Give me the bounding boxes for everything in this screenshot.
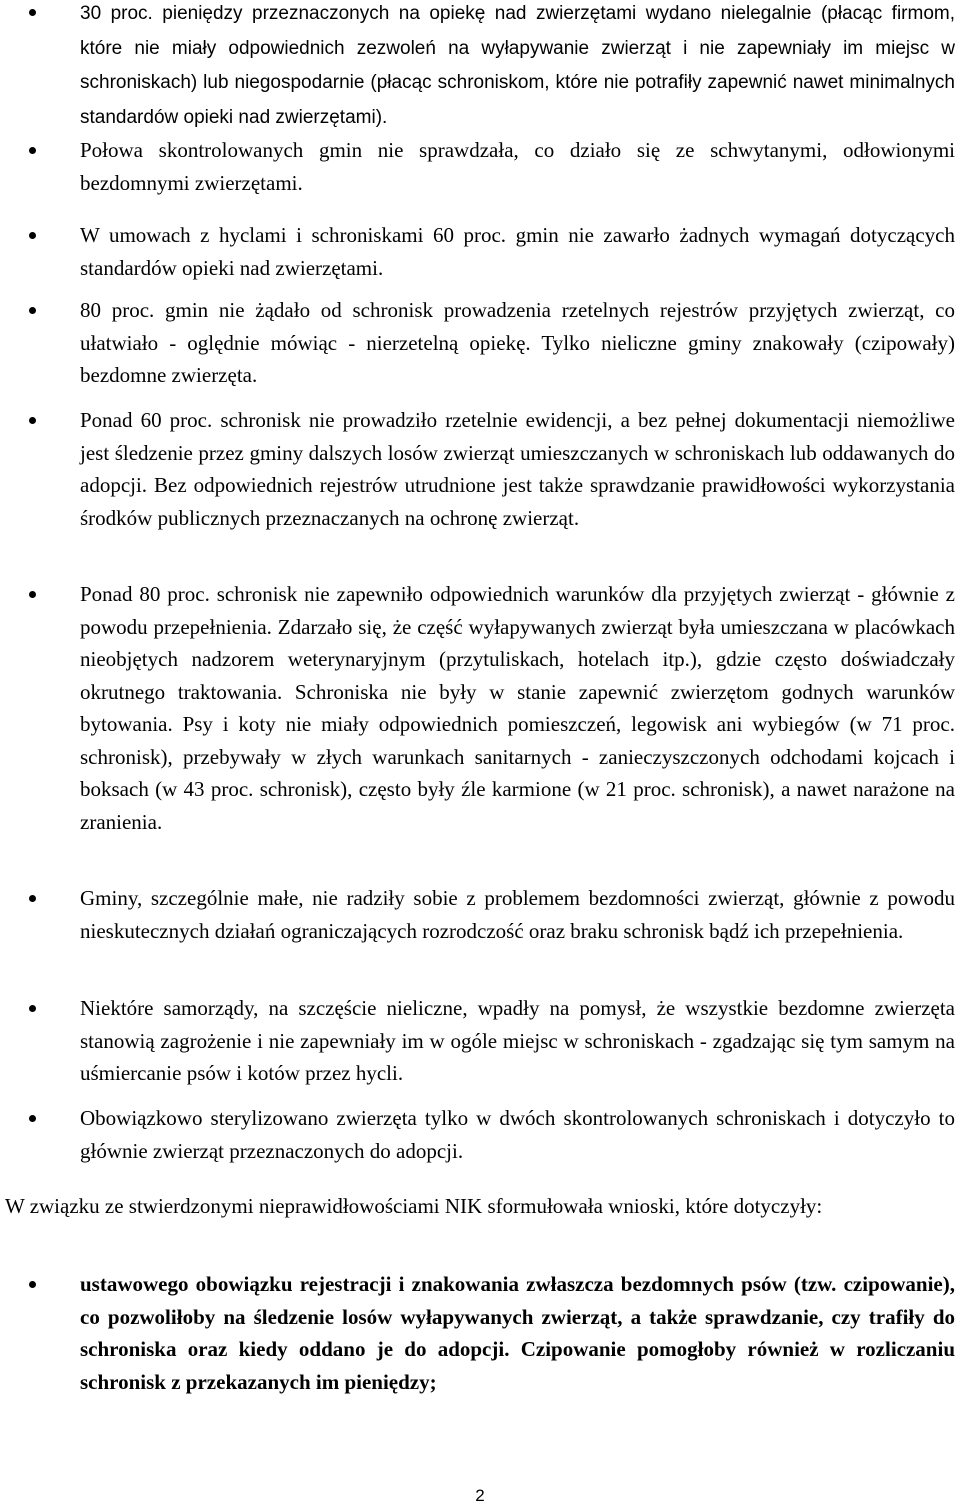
list-item — [0, 578, 960, 870]
list-item-text: 30 proc. pieniędzy przeznaczonych na opiekę nad zwierzętami wydano nielegalnie (płacąc firmom, które nie miały odpowiednich zezwoleń na wyłapywanie zwierząt i nie zapewniały im miejsc w schroniskach) lub niegospodarnie (płacąc schroniskom, które nie potrafiły zapewnić nawet minimalnych standardów opieki nad zwierzętami). — [80, 3, 955, 128]
list-item — [0, 134, 960, 209]
list-item-text: ustawowego obowiązku rejestracji i znakowania zwłaszcza bezdomnych psów (tzw. czipowanie), co pozwoliłoby na śledzenie losów wyłapywanych zwierząt, a także sprawdzanie, czy trafiły do schroniska oraz kiedy oddano je do adopcji. Czipowanie pomogłoby również w rozliczaniu schronisk z przekazanych im pieniędzy; — [80, 1272, 955, 1394]
list-item-text: Obowiązkowo sterylizowano zwierzęta tylko w dwóch skontrolowanych schroniskach i dotyczyło to głównie zwierząt przeznaczonych do adopcji. — [80, 1106, 955, 1163]
list-item-text: Gminy, szczególnie małe, nie radziły sobie z problemem bezdomności zwierząt, głównie z powodu nieskutecznych działań ograniczających rozrodczość oraz braku schronisk bądź ich przepełnienia. — [80, 886, 955, 943]
list-item-text: Ponad 80 proc. schronisk nie zapewniło odpowiednich warunków dla przyjętych zwierząt - głównie z powodu przepełnienia. Zdarzało się, że część wyłapywanych zwierząt była umieszczana w placówkach nieobjętych nadzorem weterynaryjnym (przytuliskach, hotelach itp.), gdzie często doświadczały okrutnego traktowania. Schroniska nie były w stanie zapewnić zwierzętom godnych warunków bytowania. Psy i koty nie miały odpowiednich pomieszczeń, legowisk ani wybiegów (w 71 proc. schronisk), przebywały w złych warunkach sanitarnych - zanieczyszczonych odchodami kojcach i boksach (w 43 proc. schronisk), często były źle karmione (w 21 proc. schronisk), a nawet narażone na zranienia. — [80, 582, 955, 834]
list-item — [0, 882, 960, 980]
list-item — [0, 1102, 960, 1167]
conclusions-intro: W związku ze stwierdzonymi nieprawidłowościami NIK sformułowała wnioski, które dotyczyły: — [5, 1194, 823, 1218]
page-number: 2 — [475, 1486, 485, 1505]
list-item-text: Połowa skontrolowanych gmin nie sprawdzała, co działo się ze schwytanymi, odłowionymi bezdomnymi zwierzętami. — [80, 138, 955, 195]
list-item — [0, 1268, 960, 1398]
list-item — [0, 0, 960, 126]
recommendations-list — [0, 1268, 960, 1398]
list-item — [0, 294, 960, 392]
list-item-text: Niektóre samorządy, na szczęście nieliczne, wpadły na pomysł, że wszystkie bezdomne zwierzęta stanowią zagrożenie i nie zapewniały im w ogóle miejsc w schroniskach - zgadzając się tym samym na uśmiercanie psów i kotów przez hycli. — [80, 996, 955, 1085]
list-item — [0, 992, 960, 1090]
list-item-text: W umowach z hyclami i schroniskami 60 proc. gmin nie zawarło żadnych wymagań dotyczących standardów opieki nad zwierzętami. — [80, 223, 955, 280]
list-item-text: 80 proc. gmin nie żądało od schronisk prowadzenia rzetelnych rejestrów przyjętych zwierząt, co ułatwiało - oględnie mówiąc - nierzetelną opiekę. Tylko nieliczne gminy znakowały (czipowały) bezdomne zwierzęta. — [80, 298, 955, 387]
list-item-text: Ponad 60 proc. schronisk nie prowadziło rzetelnie ewidencji, a bez pełnej dokumentacji niemożliwe jest śledzenie przez gminy dalszych losów zwierząt umieszczanych w schroniskach lub oddawanych do adopcji. Bez odpowiednich rejestrów utrudnione jest także sprawdzanie prawidłowości wykorzystania środków publicznych przeznaczanych na ochronę zwierząt. — [80, 408, 955, 530]
list-item — [0, 219, 960, 284]
list-item — [0, 404, 960, 566]
